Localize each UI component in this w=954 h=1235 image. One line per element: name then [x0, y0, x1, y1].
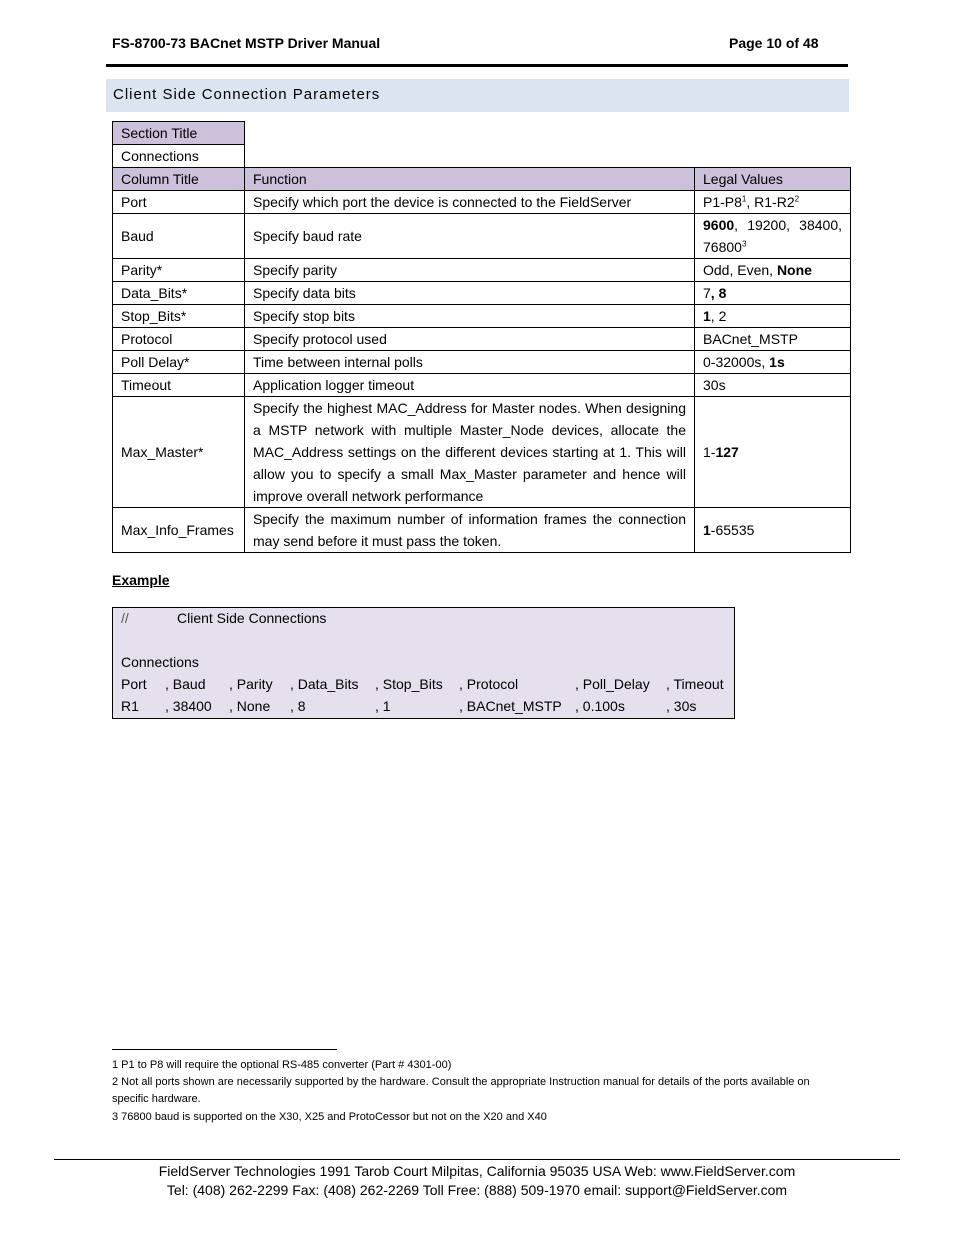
footnote-2: 2 Not all ports shown are necessarily supported by the hardware. Consult the appropriate Instruction manual for details of the ports available on specific hardware. [112, 1076, 810, 1105]
row-function: Time between internal polls [245, 351, 695, 374]
section-title-label: Section Title [113, 122, 245, 145]
column-header-legal-values: Legal Values [695, 168, 851, 191]
example-header-cell: , Baud [165, 676, 206, 692]
row-legal-values: Odd, Even, None [695, 259, 851, 282]
row-function: Specify baud rate [245, 214, 695, 259]
comment-marker: // [121, 610, 129, 626]
row-title: Poll Delay* [113, 351, 245, 374]
table-row-poll-delay [113, 351, 851, 374]
row-title: Protocol [113, 328, 245, 351]
row-legal-values: 1-65535 [695, 508, 851, 553]
footer-address: FieldServer Technologies 1991 Tarob Court Milpitas, California 95035 USA Web: www.FieldServer.com [158, 1163, 796, 1179]
column-header-row [113, 168, 851, 191]
row-function: Specify stop bits [245, 305, 695, 328]
example-header-cell: , Stop_Bits [375, 676, 443, 692]
row-function: Specify data bits [245, 282, 695, 305]
example-comment: Client Side Connections [177, 610, 327, 626]
footnote-1: 1 P1 to P8 will require the optional RS-485 converter (Part # 4301-00) [112, 1059, 452, 1071]
table-row-max-master [113, 397, 851, 508]
connections-parameter-table [112, 121, 851, 553]
table-row-max-info-frames [113, 508, 851, 553]
example-config-box [112, 607, 735, 719]
row-function: Specify parity [245, 259, 695, 282]
example-value-cell: , 0.100s [575, 698, 625, 714]
row-title: Port [113, 191, 245, 214]
row-title: Timeout [113, 374, 245, 397]
column-header-title: Column Title [113, 168, 245, 191]
table-row-protocol [113, 328, 851, 351]
row-legal-values: 9600, 19200, 38400, 76800$^3$ [695, 214, 851, 259]
row-legal-values: 30s [695, 374, 851, 397]
example-header-cell: , Timeout [666, 676, 724, 692]
row-function: Specify protocol used [245, 328, 695, 351]
row-legal-values: 0-32000s, 1s [695, 351, 851, 374]
example-value-cell: R1 [121, 698, 139, 714]
footer-divider [54, 1159, 900, 1160]
example-value-cell: , 30s [666, 698, 697, 714]
row-title: Baud [113, 214, 245, 259]
section-title-header-row [113, 122, 851, 145]
example-header-cell: Port [121, 676, 147, 692]
row-legal-values: 7, 8 [695, 282, 851, 305]
row-legal-values: 1-127 [695, 397, 851, 508]
header-divider [106, 64, 848, 67]
table-row-data-bits [113, 282, 851, 305]
table-row-baud [113, 214, 851, 259]
example-header-cell: , Data_Bits [290, 676, 359, 692]
row-function: Specify which port the device is connected to the FieldServer [245, 191, 695, 214]
row-title: Data_Bits* [113, 282, 245, 305]
example-heading: Example [112, 572, 170, 588]
document-title: FS-8700-73 BACnet MSTP Driver Manual [112, 35, 381, 51]
example-value-cell: , None [229, 698, 271, 714]
example-value-cell: , 1 [375, 698, 391, 714]
example-header-cell: , Protocol [459, 676, 519, 692]
row-title: Stop_Bits* [113, 305, 245, 328]
page-number: Page 10 of 48 [729, 35, 819, 51]
example-value-cell: , 38400 [165, 698, 212, 714]
section-title-value: Connections [113, 145, 245, 168]
row-function: Specify the maximum number of information frames the connection may send before it must pass the token. [245, 508, 695, 553]
footnote-divider [112, 1049, 337, 1050]
row-title: Parity* [113, 259, 245, 282]
section-heading: Client Side Connection Parameters [113, 86, 381, 103]
table-row-port [113, 191, 851, 214]
column-header-function: Function [245, 168, 695, 191]
row-function: Application logger timeout [245, 374, 695, 397]
table-row-timeout [113, 374, 851, 397]
table-row-parity [113, 259, 851, 282]
footnote-3: 3 76800 baud is supported on the X30, X25 and ProtoCessor but not on the X20 and X40 [112, 1111, 547, 1123]
section-heading-bar [106, 79, 849, 112]
row-legal-values: $P1-P8^1$, $R1-R2^2$ [695, 191, 851, 214]
section-title-value-row [113, 145, 851, 168]
table-row-stop-bits [113, 305, 851, 328]
example-header-cell: , Poll_Delay [575, 676, 650, 692]
row-function: Specify the highest MAC_Address for Master nodes. When designing a MSTP network with multiple Master_Node devices, allocate the MAC_Address settings on the different devices starting at 1. This will allow you to specify a small Max_Master parameter and hence will improve overall network performance [245, 397, 695, 508]
row-title: Max_Info_Frames [113, 508, 245, 553]
row-legal-values: BACnet_MSTP [695, 328, 851, 351]
example-section-name: Connections [121, 654, 199, 670]
row-legal-values: 1, 2 [695, 305, 851, 328]
footer-contact: Tel: (408) 262-2299 Fax: (408) 262-2269 Toll Free: (888) 509-1970 email: support@FieldServer.com [166, 1182, 788, 1198]
example-value-cell: , BACnet_MSTP [459, 698, 562, 714]
row-title: Max_Master* [113, 397, 245, 508]
example-header-cell: , Parity [229, 676, 273, 692]
example-value-cell: , 8 [290, 698, 306, 714]
